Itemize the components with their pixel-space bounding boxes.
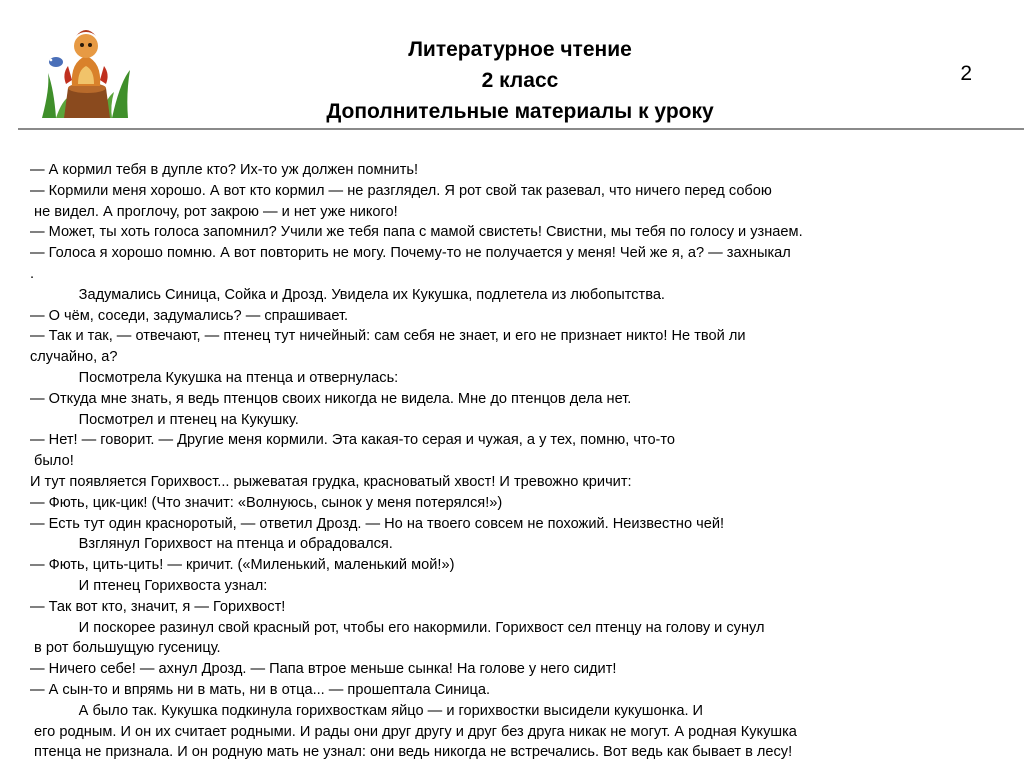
story-text [30,160,1005,763]
text-line: Посмотрела Кукушка на птенца и отвернулась: [30,369,399,386]
text-line: Задумались Синица, Сойка и Дрозд. Увидела их Кукушка, подлетела из любопытства. [30,286,665,303]
text-line: И тут появляется Горихвост... рыжеватая грудка, красноватый хвост! И тревожно кричит: [30,473,632,490]
fairy-tale-illustration-icon [40,18,132,120]
text-line: — А сын-то и впрямь ни в мать, ни в отца... — прошептала Синица. [30,681,491,698]
text-line: — Так и так, — отвечают, — птенец тут ничейный: сам себя не знает, и его не признает никто! Не твой ли [30,328,746,345]
header-divider [18,128,1024,130]
text-line: — О чём, соседи, задумались? — спрашивает. [30,307,349,324]
subject-title: Литературное чтение [408,38,632,61]
text-line: А было так. Кукушка подкинула горихвосткам яйцо — и горихвостки высидели кукушонка. И [30,702,704,719]
text-line: — Так вот кто, значит, я — Горихвост! [30,598,286,615]
page-number: 2 [960,62,972,85]
text-line: не видел. А проглочу, рот закрою — и нет уже никого! [30,203,398,220]
text-line: — Может, ты хоть голоса запомнил? Учили же тебя папа с мамой свистеть! Свистни, мы тебя по голосу и узнаем. [30,224,803,241]
text-line: — Голоса я хорошо помню. А вот повторить не могу. Почему-то не получается у меня! Чей же я, а? — захныкал [30,245,791,262]
text-line: Посмотрел и птенец на Кукушку. [30,411,299,428]
text-line: — Есть тут один красноротый, — ответил Дрозд. — Но на твоего совсем не похожий. Неизвестно чей! [30,515,725,532]
text-line: — А кормил тебя в дупле кто? Их-то уж должен помнить! [30,162,419,178]
slide-header [0,0,1024,130]
slide-title [220,34,820,127]
text-line: в рот большущую гусеницу. [30,640,221,657]
text-line: случайно, а? [30,349,118,366]
text-line: — Фють, цик-цик! (Что значит: «Волнуюсь, сынок у меня потерялся!») [30,494,503,511]
text-line: И птенец Горихвоста узнал: [30,577,268,594]
text-line: И поскорее разинул свой красный рот, чтобы его накормили. Горихвост сел птенцу на голову и сунул [30,619,765,636]
text-line: — Ничего себе! — ахнул Дрозд. — Папа втрое меньше сынка! На голове у него сидит! [30,661,617,678]
text-line: — Фють, цить-цить! — кричит. («Миленький, маленький мой!») [30,557,455,574]
text-line: Взглянул Горихвост на птенца и обрадовался. [30,536,393,553]
text-line: . [30,265,35,282]
materials-title: Дополнительные материалы к уроку [326,100,714,123]
text-line: — Кормили меня хорошо. А вот кто кормил — не разглядел. Я рот свой так разевал, что ничего перед собою [30,182,772,199]
text-line: птенца не признала. И он родную мать не узнал: они ведь никогда не встречались. Вот ведь как бывает в лесу! [30,744,793,761]
text-line: было! [30,453,74,470]
text-line: его родным. И он их считает родными. И рады они друг другу и друг без друга никак не могут. А родная Кукушка [30,723,797,740]
grade-title: 2 класс [481,69,559,92]
text-line: — Нет! — говорит. — Другие меня кормили. Эта какая-то серая и чужая, а у тех, помню, что-то [30,432,676,449]
text-line: — Откуда мне знать, я ведь птенцов своих никогда не видела. Мне до птенцов дела нет. [30,390,632,407]
